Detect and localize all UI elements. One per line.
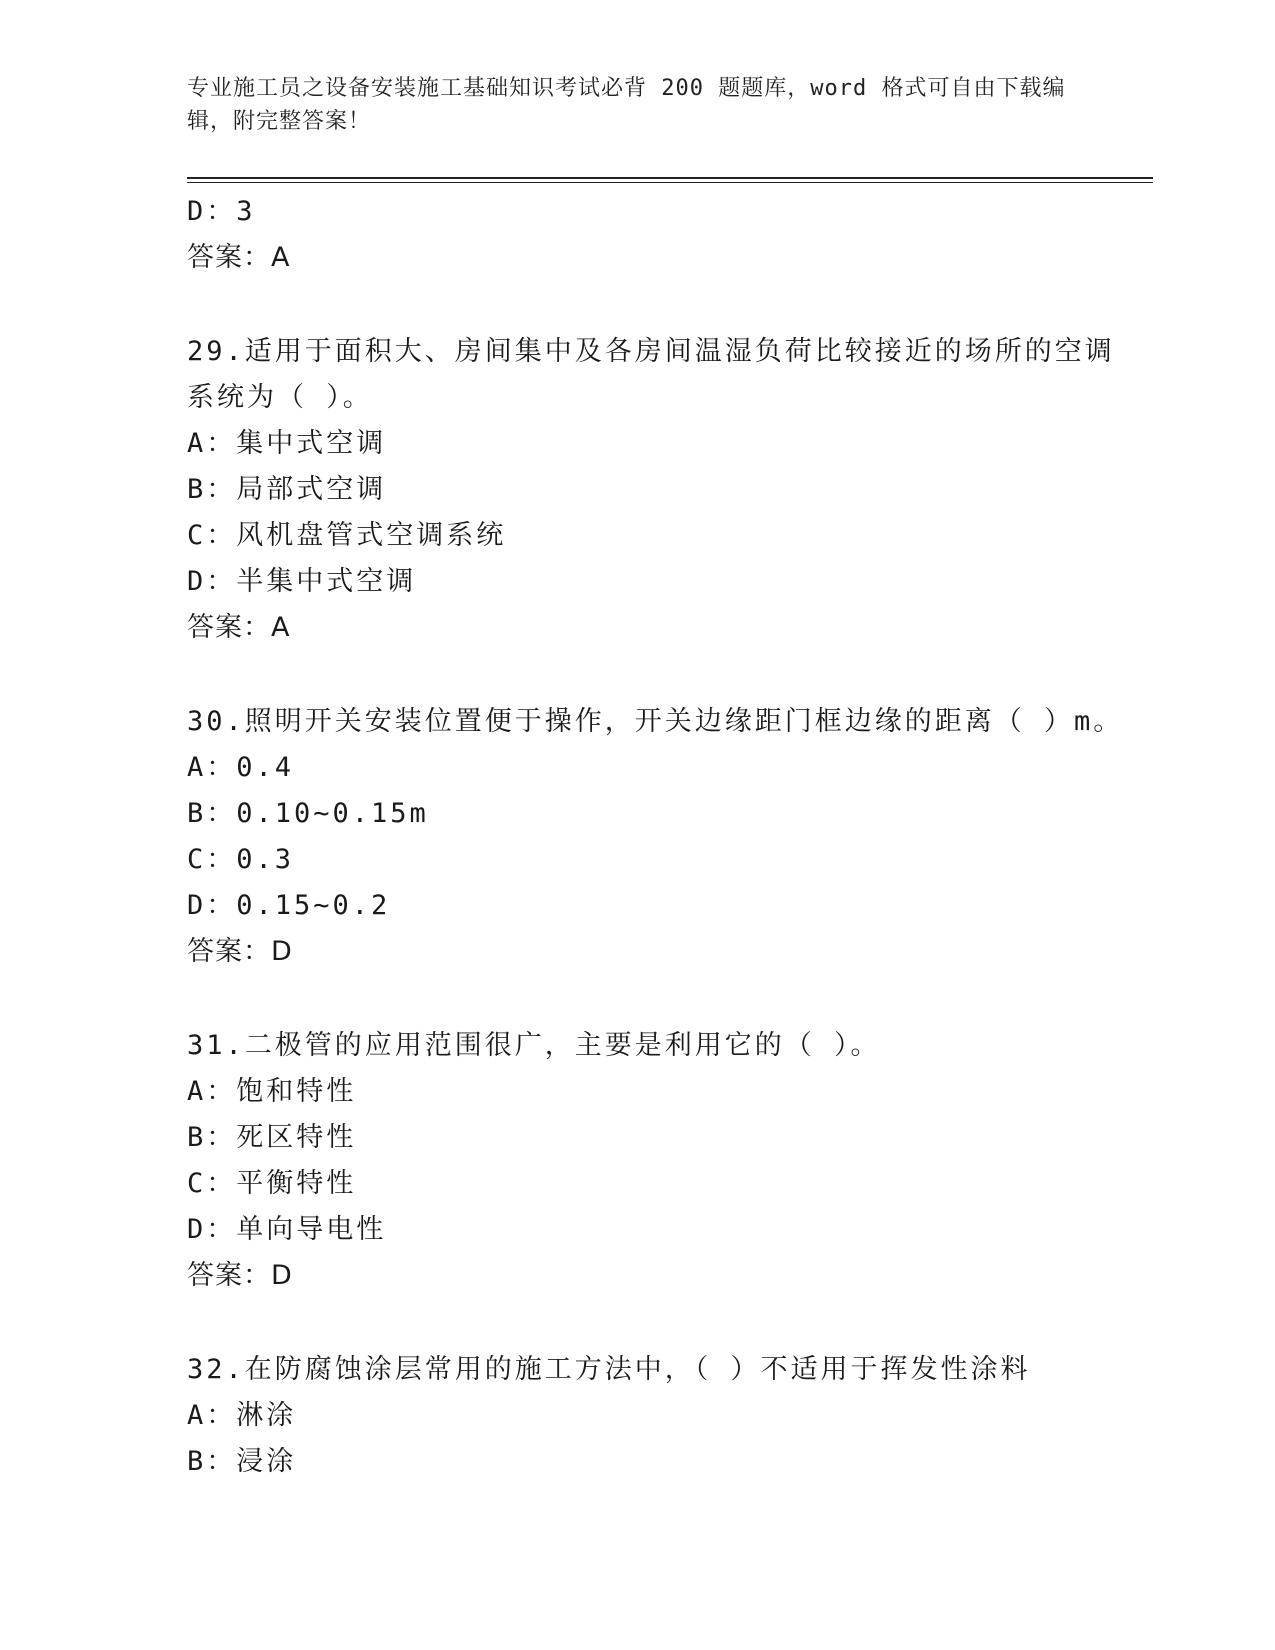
option-a: A：饱和特性 — [187, 1076, 357, 1107]
option-c: C：0.3 — [187, 844, 295, 875]
option-b: B：局部式空调 — [187, 474, 387, 505]
header-divider-thin — [187, 182, 1153, 183]
question-block — [187, 329, 1153, 651]
answer-line: 答案：D — [187, 1260, 293, 1291]
option-b: B：0.10~0.15m — [187, 798, 429, 829]
question-text: 32.在防腐蚀涂层常用的施工方法中，（ ）不适用于挥发性涂料 — [187, 1354, 1031, 1385]
header-divider-thick — [187, 177, 1153, 179]
document-body — [187, 189, 1153, 1485]
question-text-continued: 系统为（ ）。 — [187, 382, 373, 413]
option-d: D：3 — [187, 196, 256, 227]
option-a: A：集中式空调 — [187, 428, 387, 459]
spacer — [187, 281, 1153, 329]
option-a: A：淋涂 — [187, 1400, 297, 1431]
question-text: 31.二极管的应用范围很广，主要是利用它的（ ）。 — [187, 1030, 881, 1061]
answer-line: 答案：A — [187, 612, 291, 643]
spacer — [187, 1299, 1153, 1347]
option-b: B：死区特性 — [187, 1122, 357, 1153]
option-b: B：浸涂 — [187, 1446, 297, 1477]
document-header: 专业施工员之设备安装施工基础知识考试必背 200 题题库，word 格式可自由下载编辑，附完整答案！ — [187, 76, 1066, 134]
question-block — [187, 1023, 1153, 1299]
question-text: 29.适用于面积大、房间集中及各房间温湿负荷比较接近的场所的空调 — [187, 336, 1115, 367]
option-c: C：平衡特性 — [187, 1168, 357, 1199]
answer-line: 答案：A — [187, 242, 291, 273]
question-text: 30.照明开关安装位置便于操作，开关边缘距门框边缘的距离（ ）m。 — [187, 706, 1124, 737]
option-d: D：半集中式空调 — [187, 566, 417, 597]
option-d: D：0.15~0.2 — [187, 890, 391, 921]
question-block — [187, 1347, 1153, 1485]
option-a: A：0.4 — [187, 752, 295, 783]
question-block — [187, 699, 1153, 975]
spacer — [187, 651, 1153, 699]
option-c: C：风机盘管式空调系统 — [187, 520, 507, 551]
answer-line: 答案：D — [187, 936, 293, 967]
spacer — [187, 975, 1153, 1023]
option-d: D：单向导电性 — [187, 1214, 387, 1245]
